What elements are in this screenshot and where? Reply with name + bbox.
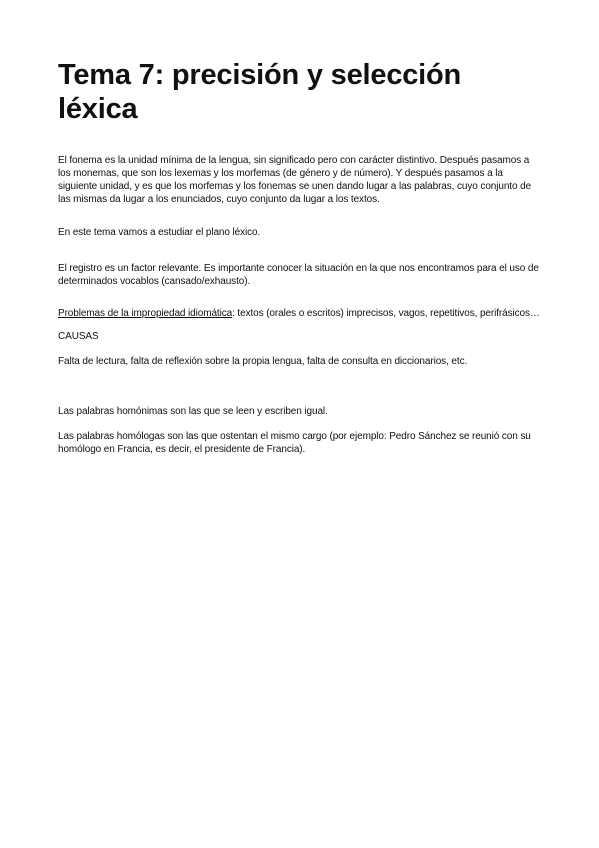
- causas-heading: CAUSAS: [58, 331, 99, 342]
- paragraph-homologas: Las palabras homólogas son las que ostentan el mismo cargo (por ejemplo: Pedro Sánchez se reunió con su homólogo en Francia, es decir, el presidente de Francia).: [58, 431, 531, 455]
- paragraph-registro: El registro es un factor relevante. Es importante conocer la situación en la que nos encontramos para el uso de determinados vocablos (cansado/exhausto).: [58, 263, 539, 287]
- paragraph-fonema: El fonema es la unidad mínima de la lengua, sin significado pero con carácter distintivo. Después pasamos a los monemas, que son los lexemas y los morfemas (de género y de número). Y después pasamos a la siguiente unidad, y es que los morfemas y los fonemas se unen dando lugar a las palabras, cuyo conjunto de las mismas da lugar a los enunciados, cuyo conjunto da lugar a los textos.: [58, 155, 532, 205]
- paragraph-causas: Falta de lectura, falta de reflexión sobre la propia lengua, falta de consulta en diccionarios, etc.: [58, 356, 468, 367]
- paragraph-plano-lexico: En este tema vamos a estudiar el plano léxico.: [58, 227, 261, 238]
- paragraph-homonimas: Las palabras homónimas son las que se leen y escriben igual.: [58, 406, 328, 417]
- document-page: [58, 58, 542, 456]
- page-title: Tema 7: precisión y selección léxica: [58, 59, 462, 125]
- paragraph-impropiedad: [58, 307, 542, 320]
- impropiedad-text: : textos (orales o escritos) imprecisos, vagos, repetitivos, perifrásicos…: [232, 308, 540, 319]
- impropiedad-label: Problemas de la impropiedad idiomática: [58, 308, 233, 319]
